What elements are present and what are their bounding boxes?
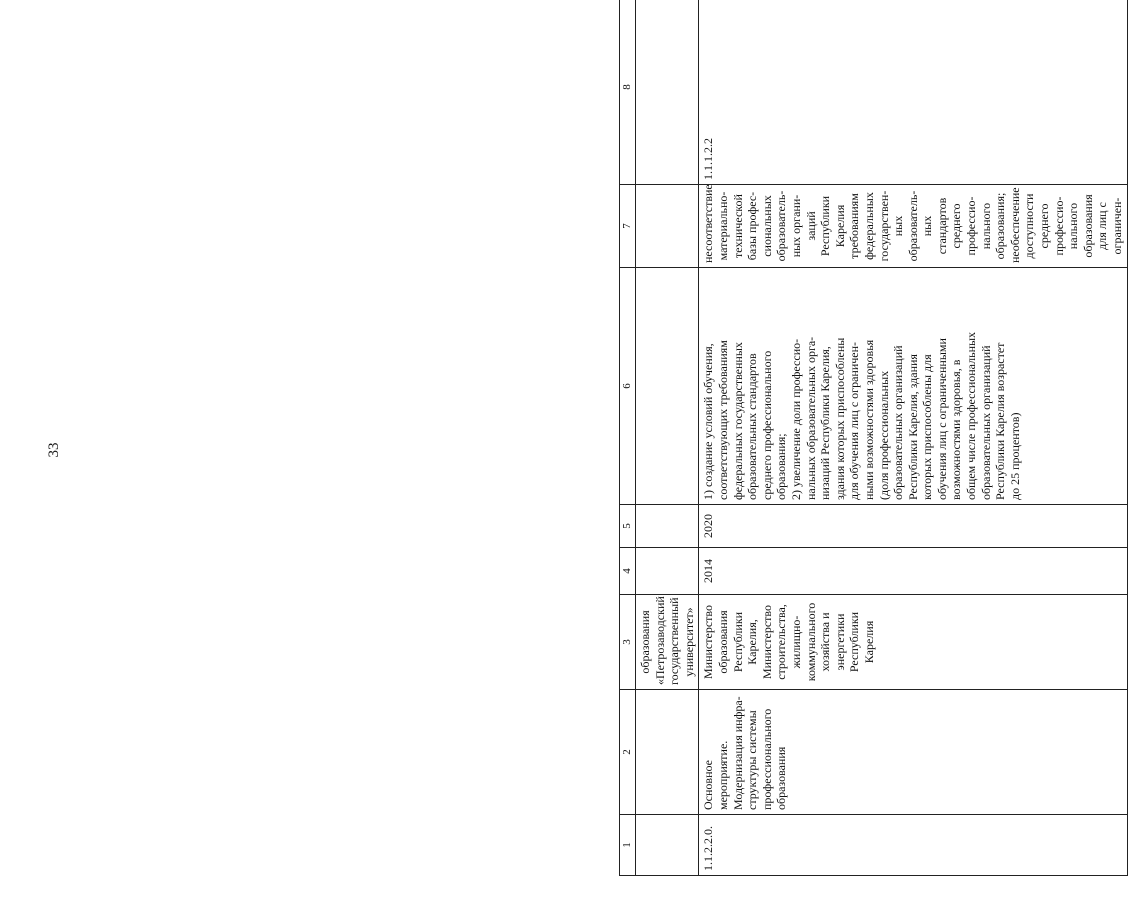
table-row [699,0,1127,876]
activity-indicator: 1.1.1.2.2 [699,0,1127,185]
table-header-row [620,0,636,876]
cont-cell-8 [636,0,699,185]
activity-end-year: 2020 [699,505,1127,548]
cont-cell-5 [636,505,699,548]
header-col-4: 4 [620,548,636,595]
header-col-6: 6 [620,268,636,505]
activity-expected-result: 1) создание условий обучения, соответствующих требованиям федеральных государственных образовательных стандартов среднего профессионального образования; 2) увеличение доли профессио- нальных образовательных орга- низаций Республики Карелия, здания которых приспособлены для обучения лиц с ограничен- ными возможностями здоровья (доля профессиональных образовательных организаций Республики Карелия, здания которых приспособлены для обучения лиц с ограниченными возможностями здоровья, в общем числе профессиональных образовательных организаций Республики Карелия возрастет до 25 процентов) [699,268,1127,505]
activity-consequences: несоответствие материально- технической базы профес- сиональных образователь- ных органи- заций Республики Карелия требованиям федеральных государствен- ных образователь- ных стандартов среднего профессио- нального образования; необеспечение доступности среднего профессио- нального образования для лиц с ограничен- [699,185,1127,268]
program-table-wrapper [619,30,1127,876]
continuation-row [636,0,699,876]
header-col-5: 5 [620,505,636,548]
header-col-8: 8 [620,0,636,185]
header-col-1: 1 [620,815,636,876]
activity-name: Основное мероприятие. Модернизация инфра- структуры системы профессионального образования [699,690,1127,815]
header-col-2: 2 [620,690,636,815]
activity-code: 1.1.2.2.0. [699,815,1127,876]
cont-cell-1 [636,815,699,876]
cont-cell-7 [636,185,699,268]
header-col-7: 7 [620,185,636,268]
activity-executor: Министерство образования Республики Карелия, Министерство строительства, жилищно- коммунального хозяйства и энергетики Республики Карелия [699,595,1127,690]
header-col-3: 3 [620,595,636,690]
program-activities-table [619,0,1128,876]
cont-cell-2 [636,690,699,815]
cont-cell-6 [636,268,699,505]
activity-start-year: 2014 [699,548,1127,595]
page-number: 33 [46,442,62,458]
cont-cell-4 [636,548,699,595]
cont-cell-executor: образования «Петрозаводский государственный университет» [636,595,699,690]
